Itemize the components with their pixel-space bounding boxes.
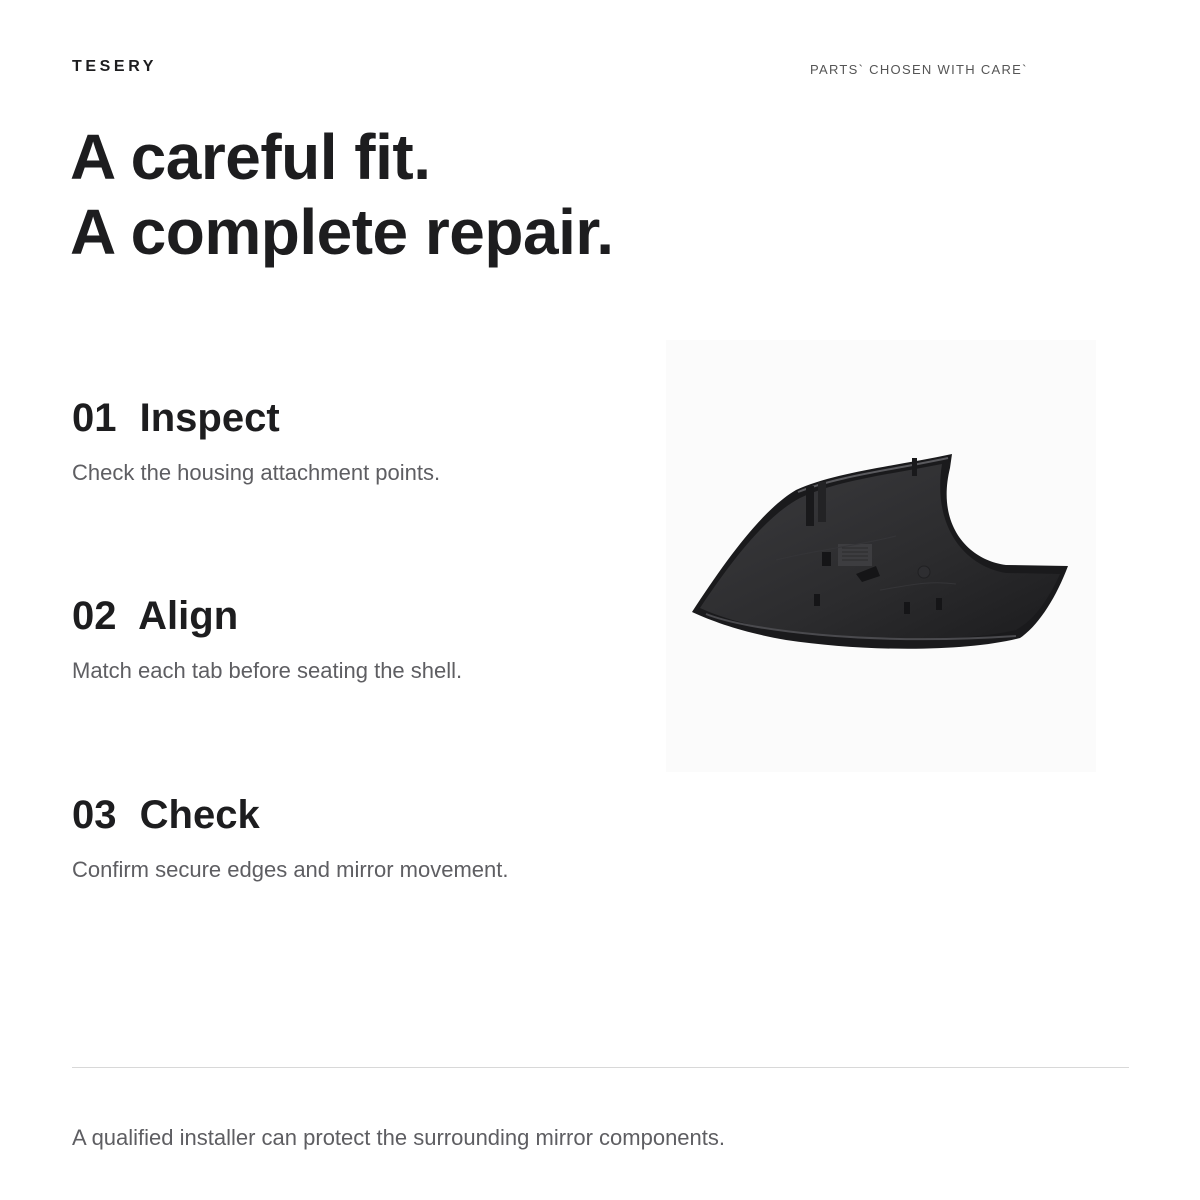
brand-logo: TESERY xyxy=(72,58,158,75)
step-number: 01 xyxy=(72,396,117,440)
footer-note: A qualified installer can protect the surrounding mirror components. xyxy=(72,1125,726,1150)
step-label: Align xyxy=(138,594,239,638)
step-description: Match each tab before seating the shell. xyxy=(72,658,463,683)
step-align xyxy=(72,592,632,686)
step-title xyxy=(72,791,632,839)
step-number: 02 xyxy=(72,594,117,638)
step-check xyxy=(72,791,632,885)
step-label: Inspect xyxy=(139,396,280,440)
brand-tagline: PARTS` CHOSEN WITH CARE` xyxy=(810,62,1028,77)
step-title xyxy=(72,592,632,640)
step-number: 03 xyxy=(72,793,117,837)
headline-line-1: A careful fit. xyxy=(70,121,431,193)
page-headline xyxy=(70,120,614,270)
divider xyxy=(72,1067,1129,1068)
step-title xyxy=(72,394,632,442)
headline-line-2: A complete repair. xyxy=(70,196,614,268)
mirror-housing-cover-illustration xyxy=(666,340,1096,772)
step-description: Confirm secure edges and mirror movement. xyxy=(72,857,509,882)
product-image xyxy=(666,340,1096,772)
step-inspect xyxy=(72,394,632,488)
step-description: Check the housing attachment points. xyxy=(72,460,441,485)
step-label: Check xyxy=(139,793,260,837)
